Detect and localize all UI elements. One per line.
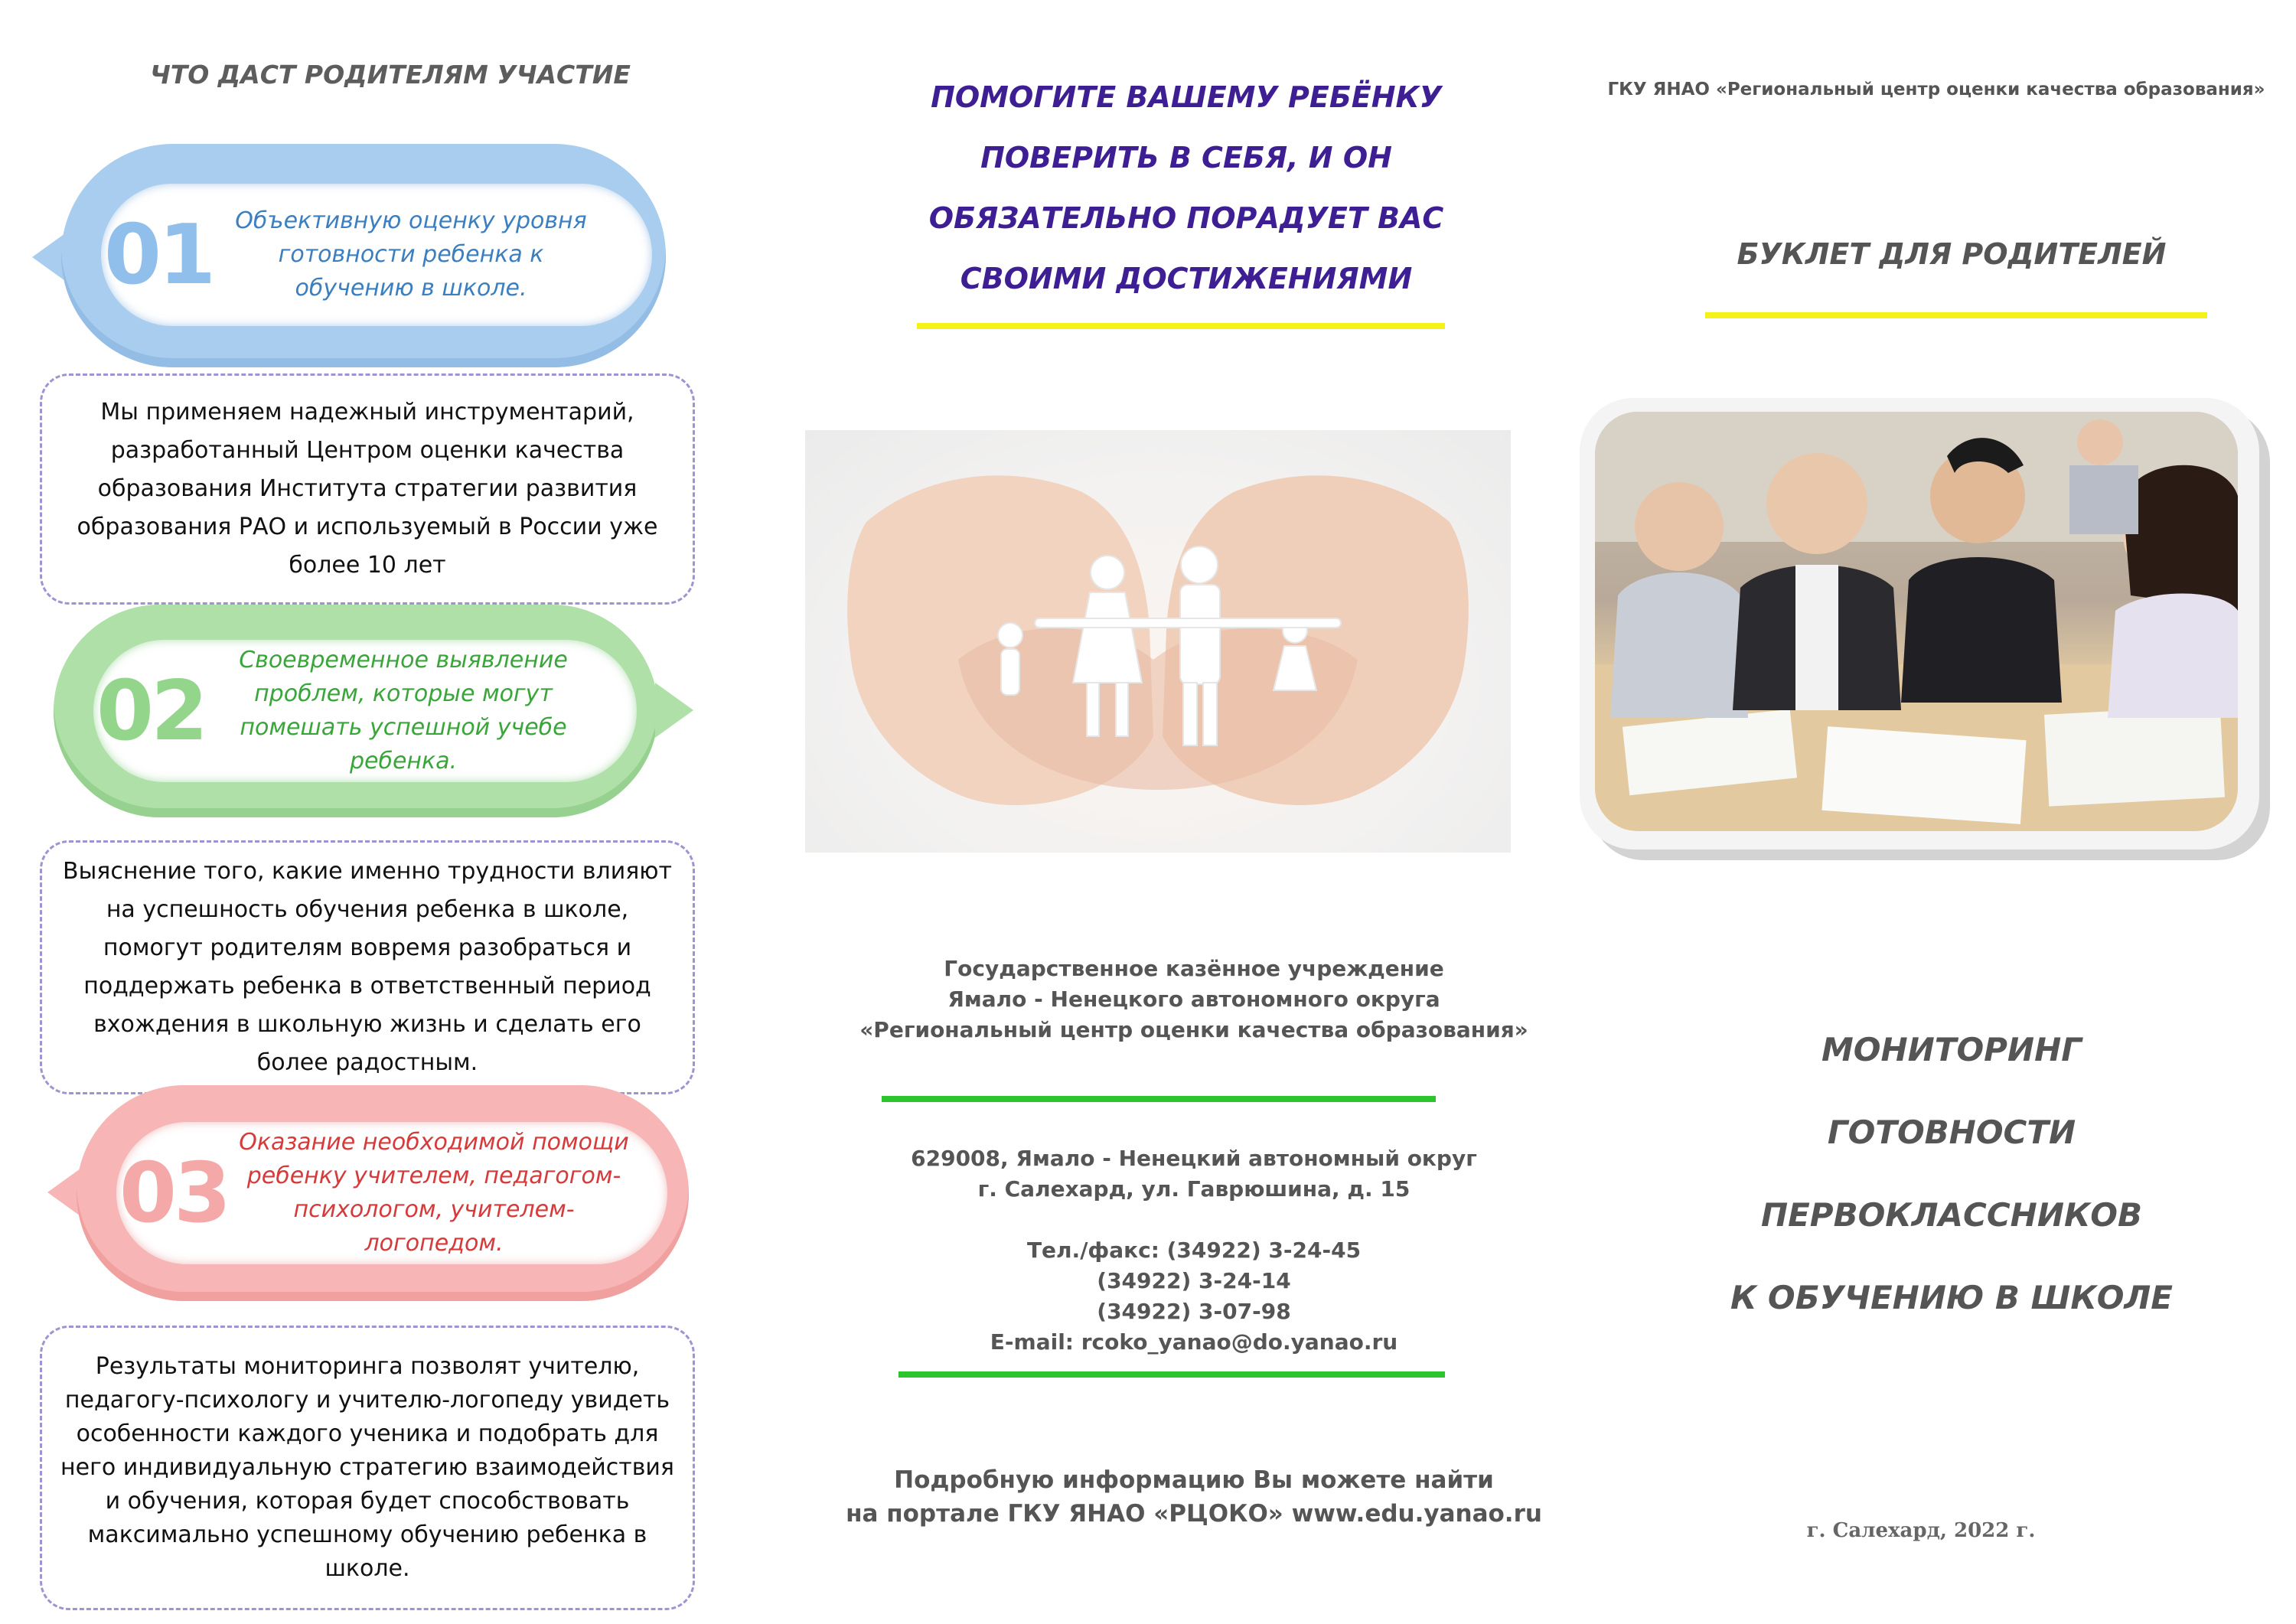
benefit-3-text: Оказание необходимой помощи ребенку учителем, педагогом-психологом, учителем-логопедом. — [239, 1129, 629, 1257]
benefit-1-text: Объективную оценку уровня готовности ребенка к обучению в школе. — [235, 207, 587, 302]
slogan-line: ПОВЕРИТЬ В СЕБЯ, И ОН — [980, 141, 1392, 174]
org-line: Ямало - Ненецкого автономного округа — [947, 986, 1440, 1012]
portal-info — [827, 1463, 1561, 1531]
org-line: Государственное казённое учреждение — [944, 956, 1444, 981]
phone-line: (34922) 3-07-98 — [1097, 1299, 1291, 1324]
bubble-tail — [655, 683, 693, 738]
benefit-1-detail: Мы применяем надежный инструментарий, разработанный Центром оценки качества образования Института стратегии развития образования РАО и используемый в России уже более 10 лет — [40, 373, 695, 605]
org-line: «Региональный центр оценки качества образования» — [859, 1017, 1528, 1042]
slogan-line: СВОИМИ ДОСТИЖЕНИЯМИ — [960, 262, 1413, 295]
address-line: 629008, Ямало - Ненецкий автономный округ — [911, 1146, 1477, 1171]
slogan — [827, 67, 1546, 309]
info-line: на портале ГКУ ЯНАО «РЦОКО» www.edu.yanao.ru — [846, 1500, 1542, 1528]
phone-line: Тел./факс: (34922) 3-24-45 — [1026, 1238, 1362, 1263]
city-year: г. Салехард, 2022 г. — [1806, 1519, 2036, 1542]
address-line: г. Салехард, ул. Гаврюшина, д. 15 — [977, 1176, 1411, 1202]
green-divider — [899, 1371, 1445, 1378]
benefit-2-bubble — [54, 605, 689, 817]
email-line: E-mail: rcoko_yanao@do.yanao.ru — [990, 1329, 1398, 1355]
org-header: ГКУ ЯНАО «Региональный центр оценки качества образования» — [1607, 80, 2265, 99]
hands-family-image — [805, 430, 1511, 853]
benefit-3-detail: Результаты мониторинга позволят учителю, педагогу-психологу и учителю-логопеду увидеть особенности каждого ученика и подобрать для него индивидуальную стратегию взаимодействия и обучения, которая будет способствовать максимально успешному обучению ребенка в школе. — [40, 1326, 695, 1610]
slogan-line: ОБЯЗАТЕЛЬНО ПОРАДУЕТ ВАС — [928, 201, 1444, 235]
contact-info — [827, 1143, 1561, 1358]
benefit-2-text: Своевременное выявление проблем, которые могут помешать успешной учебе ребенка. — [239, 647, 568, 774]
benefit-3-number: 03 — [119, 1145, 229, 1241]
yellow-divider — [917, 323, 1445, 329]
booklet-label: БУКЛЕТ ДЛЯ РОДИТЕЛЕЙ — [1737, 237, 2167, 271]
benefit-1-number: 01 — [103, 207, 214, 303]
green-divider — [882, 1096, 1436, 1102]
benefit-1-bubble — [31, 144, 666, 367]
slogan-line: ПОМОГИТЕ ВАШЕМУ РЕБЁНКУ — [931, 80, 1442, 114]
title-line: ГОТОВНОСТИ ПЕРВОКЛАССНИКОВ — [1760, 1114, 2143, 1234]
benefit-3-bubble — [46, 1085, 689, 1301]
yellow-divider — [1705, 312, 2207, 318]
phone-line: (34922) 3-24-14 — [1097, 1268, 1291, 1293]
students-photo — [1595, 412, 2238, 831]
info-line: Подробную информацию Вы можете найти — [894, 1466, 1494, 1494]
organization-info — [827, 954, 1561, 1045]
benefits-heading: ЧТО ДАСТ РОДИТЕЛЯМ УЧАСТИЕ — [150, 60, 631, 90]
monitoring-title — [1645, 1009, 2258, 1339]
benefit-2-number: 02 — [96, 663, 206, 759]
title-line: МОНИТОРИНГ — [1821, 1031, 2082, 1068]
benefit-2-detail: Выяснение того, какие именно трудности влияют на успешность обучения ребенка в школе, помогут родителям вовремя разобраться и поддержать ребенка в ответственный период вхождения в школьную жизнь и сделать его более радостным. — [40, 840, 695, 1094]
title-line: К ОБУЧЕНИЮ В ШКОЛЕ — [1730, 1279, 2174, 1316]
